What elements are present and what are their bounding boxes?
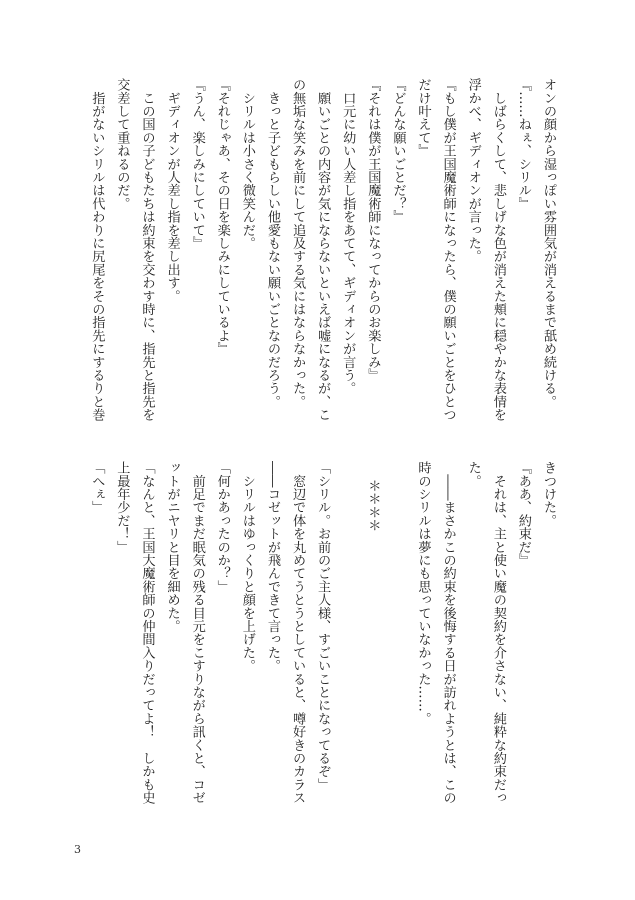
text-line: だけ叶えて』 <box>415 78 431 158</box>
text-line: ットがニヤリと目を細めた。 <box>164 461 180 633</box>
page-number: 3 <box>74 843 81 856</box>
blank-line <box>385 461 410 806</box>
text-line: 窓辺で体を丸めてうとうとしていると、噂好きのカラス <box>290 461 306 805</box>
text-line: 「何かあったのか？」 <box>214 461 230 593</box>
text-line: 口元に幼い人差し指をあてて、ギディオンが言う。 <box>340 78 356 395</box>
blank-line <box>335 461 360 806</box>
text-line: の無垢な笑みを前にして追及する気にはならなかった。 <box>290 78 306 408</box>
text-line: 『それは僕が王国魔術師になってからのお楽しみ』 <box>365 78 381 382</box>
text-line: 願いごとの内容が気にならないといえば嘘になるが、こ <box>315 78 331 422</box>
text-line: シリルは小さく微笑んだ。 <box>239 78 255 250</box>
text-line: た。 <box>465 461 481 488</box>
text-line: 『ああ、約束だ』 <box>515 461 531 567</box>
text-line: 『……ねぇ、シリル』 <box>515 78 531 210</box>
text-line: オンの顔から湿っぽい雰囲気が消えるまで舐め続ける。 <box>541 78 556 408</box>
text-line: ギディオンが人差し指を差し出す。 <box>164 78 180 303</box>
text-line: この国の子どもたちは約束を交わす時に、指先と指先を <box>139 78 155 422</box>
text-line: 『どんな願いごとだ？』 <box>390 78 406 224</box>
text-line: 浮かべ、ギディオンが言った。 <box>465 78 481 263</box>
upper-text-block <box>84 78 561 423</box>
lower-text-block <box>84 461 561 806</box>
text-line: 前足でまだ眠気の残る目元をこすりながら訊くと、コゼ <box>189 461 205 805</box>
text-line: 交差して重ねるのだ。 <box>114 78 130 210</box>
text-line: ――まさかこの約束を後悔する日が訪れようとは、この <box>440 461 456 805</box>
text-line: 上最年少だ！」 <box>114 461 130 554</box>
text-line: 「へぇ」 <box>89 461 105 514</box>
section-break: ＊＊＊＊ <box>365 479 381 532</box>
text-line: 『うん、楽しみにしていて』 <box>189 78 205 250</box>
text-line: 『もし僕が王国魔術師になったら、僕の願いごとをひとつ <box>440 78 456 422</box>
text-line: シリルはゆっくりと顔を上げた。 <box>239 461 255 673</box>
text-line: 指がないシリルは代わりに尻尾をその指先にするりと巻 <box>89 78 105 422</box>
text-line: 時のシリルは夢にも思っていなかった……。 <box>415 461 431 725</box>
text-line: ――コゼットが飛んできて言った。 <box>264 461 280 673</box>
text-line: 『それじゃあ、その日を楽しみにしているよ』 <box>214 78 230 356</box>
text-line: 「なんと、王国大魔術師の仲間入りだってよ！ しかも史 <box>139 461 155 805</box>
text-line: それは、主と使い魔の契約を介さない、純粋な約束だっ <box>490 461 506 805</box>
text-line: 「シリル。お前のご主人様、すごいことになってるぞ」 <box>315 461 331 791</box>
text-line: きっと子どもらしい他愛もない願いごとなのだろう。 <box>264 78 280 408</box>
text-line: きつけた。 <box>541 461 556 527</box>
text-line: しばらくして、悲しげな色が消えた頬に穏やかな表情を <box>490 78 506 422</box>
